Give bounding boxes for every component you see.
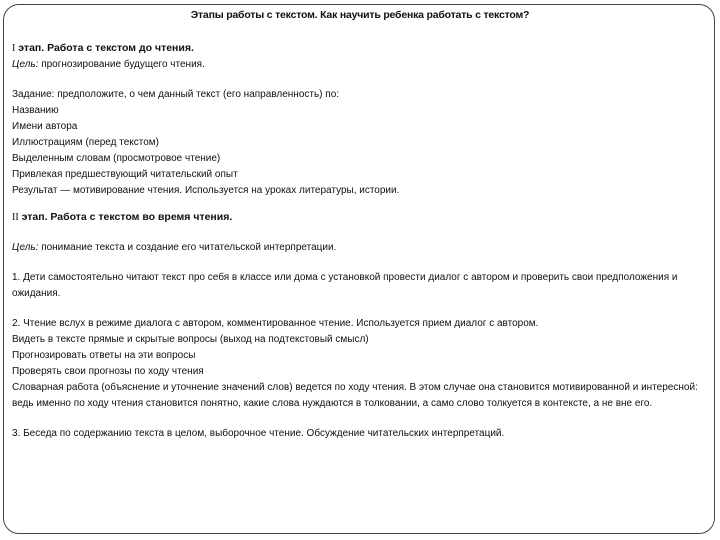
stage2-heading-text: этап. Работа с текстом во время чтения. bbox=[21, 211, 233, 223]
stage2-goal bbox=[12, 240, 708, 256]
stage1-task: Задание: предположите, о чем данный текст (его направленность) по: bbox=[12, 89, 340, 100]
stage1-goal-label: Цель: bbox=[12, 59, 39, 70]
stage2-goal-text: понимание текста и создание его читательской интерпретации. bbox=[41, 242, 337, 253]
stage2-point2: 2. Чтение вслух в режиме диалога с автором, комментированное чтение. Используется прием диалог с автором. bbox=[12, 318, 539, 329]
stage1-result: Результат — мотивирование чтения. Используется на уроках литературы, истории. bbox=[12, 185, 400, 196]
stage2-point3: 3. Беседа по содержанию текста в целом, выборочное чтение. Обсуждение читательских интерпретаций. bbox=[12, 428, 505, 439]
stage2-goal-label: Цель: bbox=[12, 242, 39, 253]
stage1-goal-text: прогнозирование будущего чтения. bbox=[41, 59, 205, 70]
stage2-heading bbox=[12, 209, 708, 226]
stage1-numeral: I bbox=[12, 43, 16, 54]
stage1-item: Выделенным словам (просмотровое чтение) bbox=[12, 153, 221, 164]
page-title: Этапы работы с текстом. Как научить ребенка работать с текстом? bbox=[190, 9, 530, 21]
stage1-item: Имени автора bbox=[12, 121, 78, 132]
stage1-item: Иллюстрациям (перед текстом) bbox=[12, 137, 160, 148]
stage1-item: Названию bbox=[12, 105, 59, 116]
stage1-item: Привлекая предшествующий читательский опыт bbox=[12, 169, 238, 180]
stage1-heading bbox=[12, 40, 708, 57]
stage1-heading-text: этап. Работа с текстом до чтения. bbox=[18, 42, 194, 54]
stage2-point2-line: Видеть в тексте прямые и скрытые вопросы (выход на подтекстовый смысл) bbox=[12, 334, 369, 345]
stage2-numeral: II bbox=[12, 212, 19, 223]
stage2-point1: 1. Дети самостоятельно читают текст про себя в классе или дома с установкой провести диалог с автором и проверить свои предположения и ожидания. bbox=[12, 272, 678, 299]
stage1-goal bbox=[12, 57, 708, 73]
stage2-vocab: Словарная работа (объяснение и уточнение значений слов) ведется по ходу чтения. В этом случае она становится мотивированной и интересной: ведь именно по ходу чтения становится понятно, какие слова нуждаются в толковании, а само слово толкуется в контексте, а не вне его. bbox=[12, 382, 698, 409]
stage2-point2-line: Прогнозировать ответы на эти вопросы bbox=[12, 350, 196, 361]
slide-content bbox=[12, 8, 708, 442]
stage2-point2-line: Проверять свои прогнозы по ходу чтения bbox=[12, 366, 204, 377]
